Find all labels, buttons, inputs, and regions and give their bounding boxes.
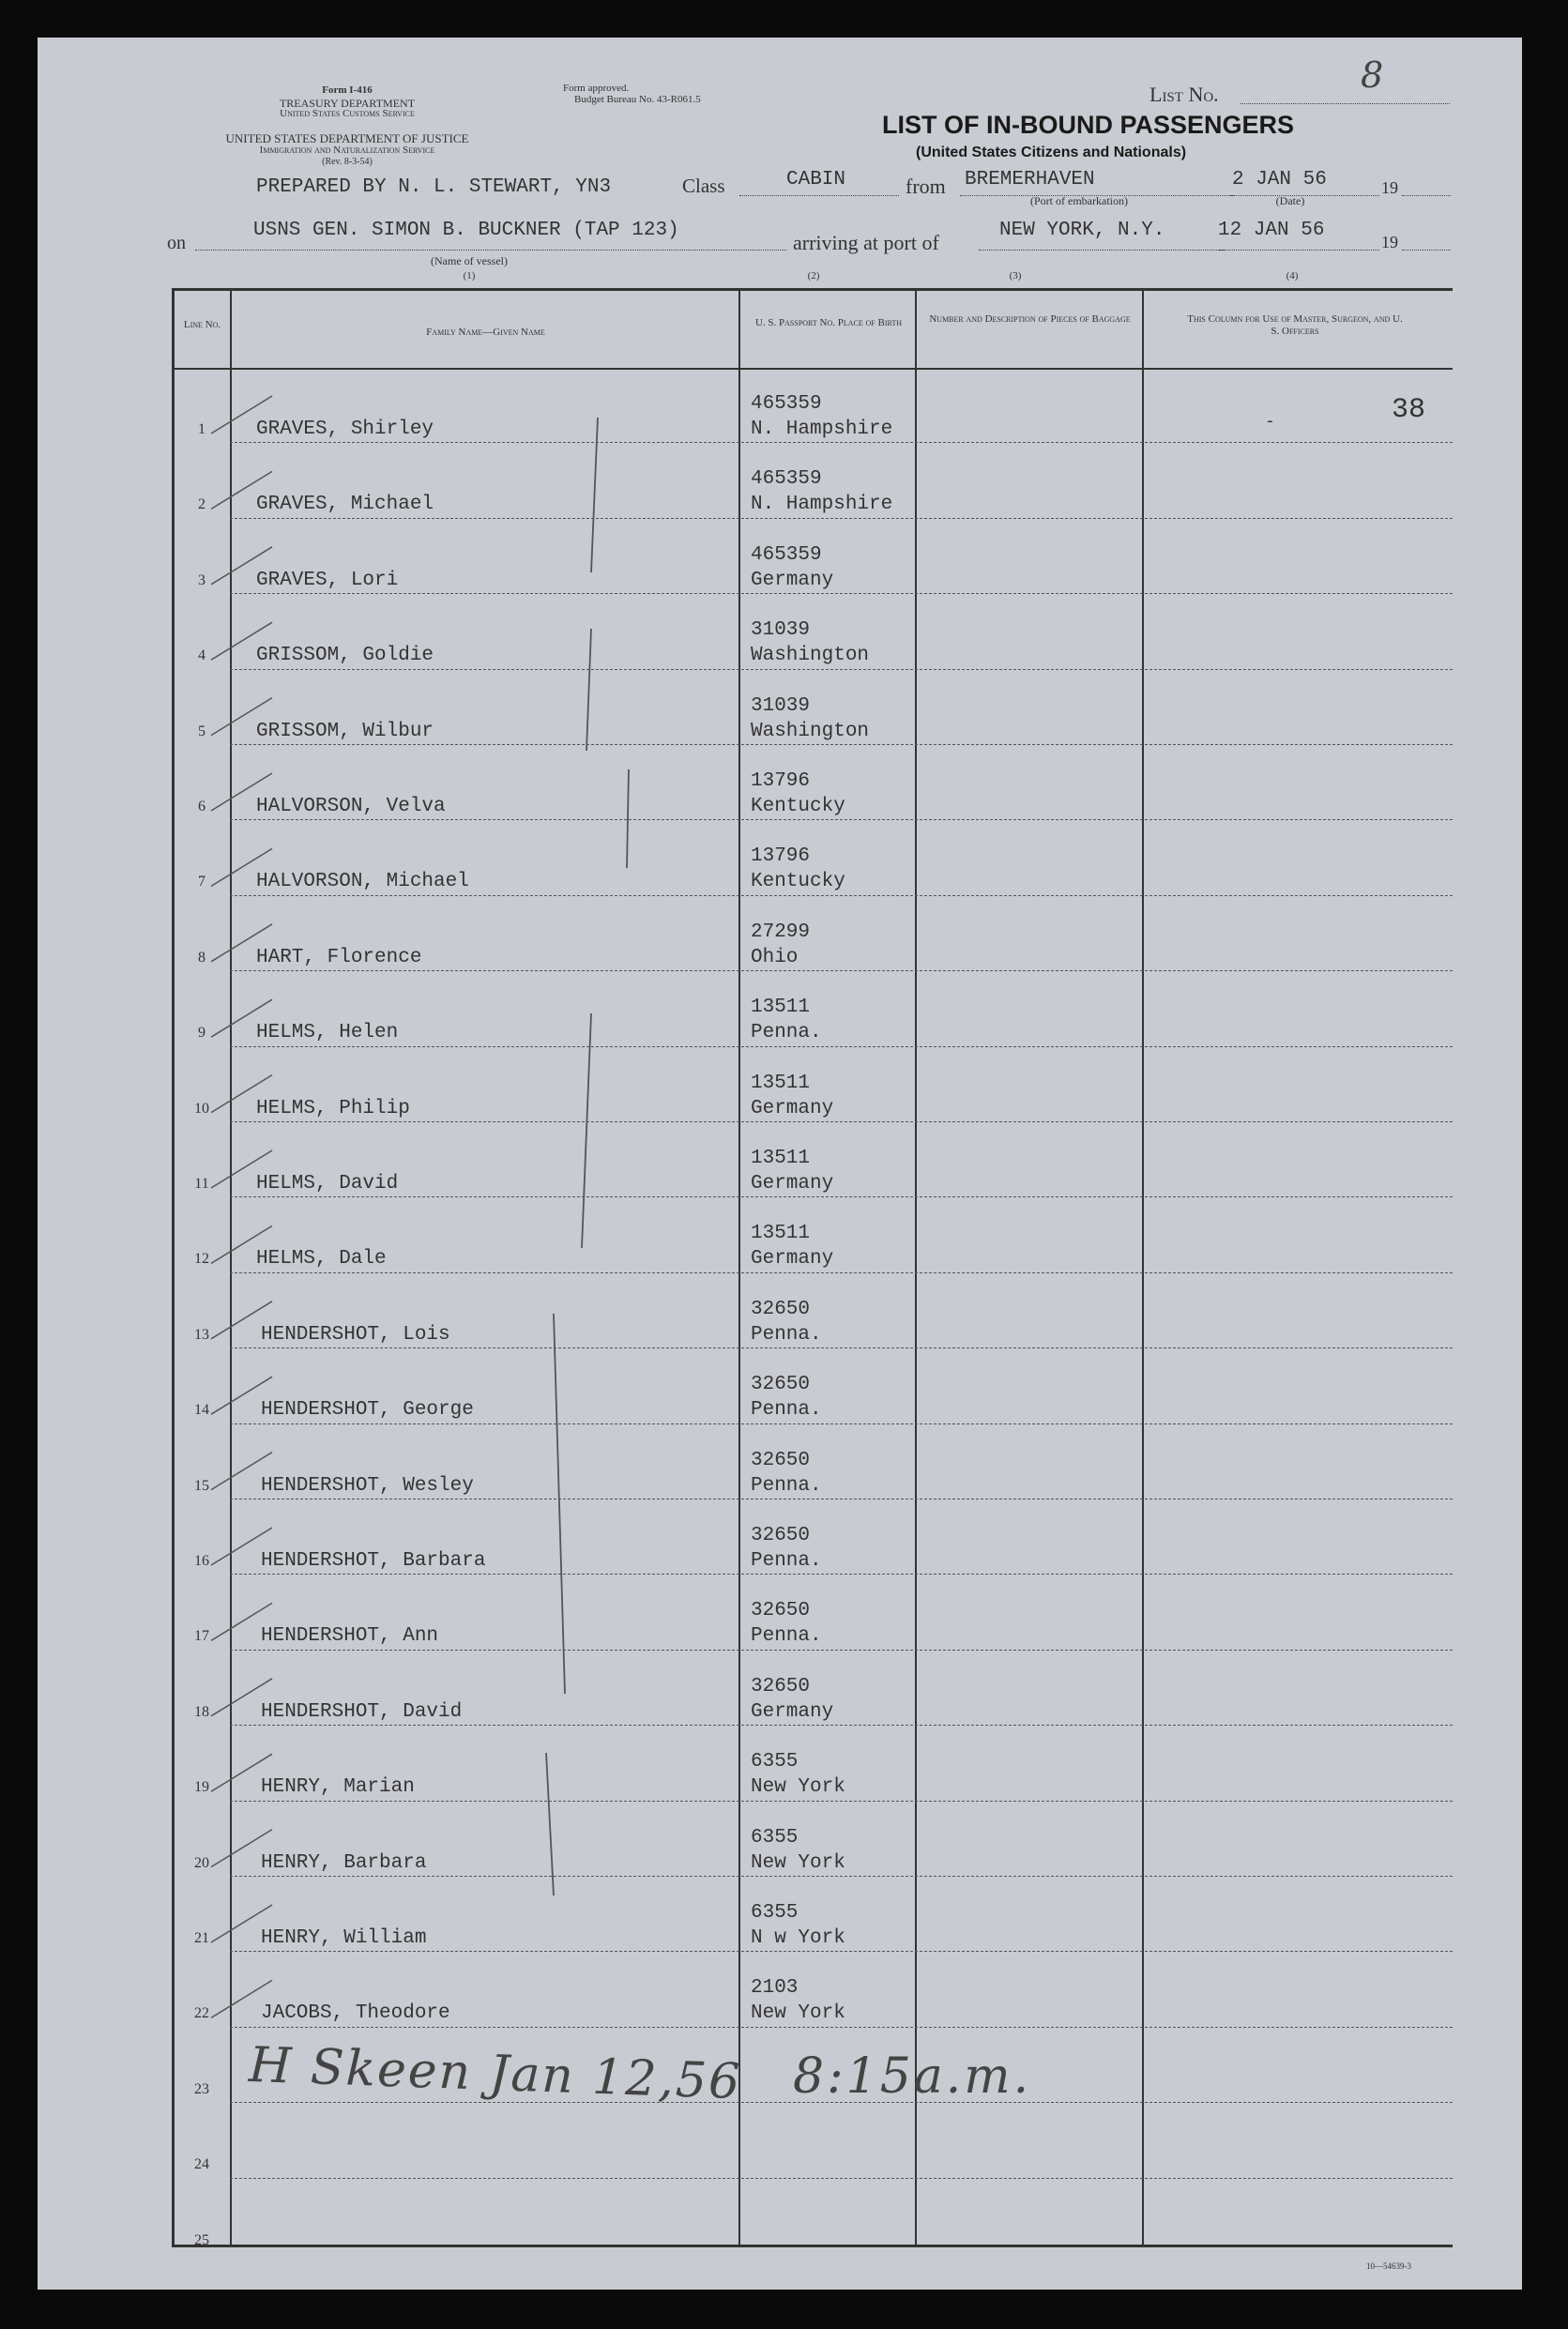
date-caption: (Date) — [1275, 194, 1305, 207]
passenger-name: HELMS, Helen — [256, 1022, 399, 1044]
line-number: 2 — [198, 496, 206, 513]
passport-number: 32650 — [751, 1525, 811, 1546]
customs-service: United States Customs Service — [280, 108, 415, 119]
budget-bureau-number: Budget Bureau No. 43-R061.5 — [574, 94, 701, 105]
line-number: 25 — [194, 2231, 209, 2248]
line-number: 12 — [194, 1251, 209, 1268]
treasury-department: TREASURY DEPARTMENT — [279, 97, 416, 110]
column-number-3: (3) — [1009, 270, 1022, 282]
passport-number: 6355 — [751, 1902, 799, 1924]
line-number: 11 — [194, 1176, 209, 1192]
passenger-name: HELMS, David — [256, 1173, 399, 1195]
line-number: 16 — [194, 1553, 209, 1569]
column-number-2: (2) — [807, 270, 820, 282]
line-number: 24 — [194, 2156, 209, 2173]
passport-number: 465359 — [751, 393, 822, 415]
passenger-name: HENRY, Barbara — [261, 1851, 427, 1874]
place-of-birth: Kentucky — [751, 871, 845, 893]
passport-number: 13796 — [751, 770, 811, 792]
port-caption: (Port of embarkation) — [1030, 194, 1128, 207]
class-value: CABIN — [786, 169, 846, 190]
line-number: 9 — [198, 1025, 206, 1042]
line-number: 8 — [198, 949, 206, 966]
header-passport: U. S. Passport No. Place of Birth — [754, 317, 903, 328]
place-of-birth: Germany — [751, 1248, 834, 1271]
passport-number: 13511 — [751, 1223, 811, 1245]
line-number: 7 — [198, 874, 206, 890]
passenger-name: JACOBS, Theodore — [261, 2002, 450, 2025]
passport-number: 13511 — [751, 1148, 811, 1169]
passenger-name: HENDERSHOT, Lois — [261, 1323, 450, 1346]
year-prefix: 19 — [1381, 178, 1398, 197]
passenger-name: GRAVES, Michael — [256, 494, 434, 516]
vessel-caption: (Name of vessel) — [431, 254, 508, 267]
year-prefix-2: 19 — [1381, 233, 1398, 251]
place-of-birth: N w York — [751, 1927, 845, 1949]
place-of-birth: Kentucky — [751, 796, 845, 817]
place-of-birth: New York — [751, 1851, 845, 1874]
header-name: Family Name—Given Name — [426, 327, 545, 338]
place-of-birth: Germany — [751, 569, 834, 591]
line-number: 17 — [194, 1628, 209, 1645]
place-of-birth: N. Hampshire — [751, 494, 893, 516]
place-of-birth: N. Hampshire — [751, 419, 893, 440]
department-of-justice: UNITED STATES DEPARTMENT OF JUSTICE — [225, 131, 469, 145]
header-baggage: Number and Description of Pieces of Baggage — [929, 313, 1131, 325]
line-number: 19 — [194, 1779, 209, 1796]
prepared-by: PREPARED BY N. L. STEWART, YN3 — [256, 176, 612, 198]
place-of-birth: Penna. — [751, 1474, 822, 1497]
on-label: on — [167, 233, 186, 253]
passenger-name: HENRY, Marian — [261, 1776, 415, 1799]
from-label: from — [906, 175, 946, 198]
passenger-name: HENDERSHOT, David — [261, 1700, 463, 1723]
form-revision: (Rev. 8-3-54) — [322, 157, 373, 167]
line-number: 18 — [194, 1703, 209, 1720]
passenger-name: HENDERSHOT, George — [261, 1399, 474, 1422]
place-of-birth: Germany — [751, 1700, 834, 1723]
passport-number: 13511 — [751, 1072, 811, 1094]
line-number: 10 — [194, 1100, 209, 1117]
passenger-name: HELMS, Dale — [256, 1248, 387, 1271]
arrival-port: NEW YORK, N.Y. — [999, 220, 1165, 241]
footer-code: 10—54639-3 — [1366, 2261, 1411, 2271]
place-of-birth: Germany — [751, 1097, 834, 1119]
passenger-name: GRAVES, Shirley — [256, 419, 434, 440]
passenger-name: GRISSOM, Goldie — [256, 645, 434, 667]
place-of-birth: Washington — [751, 645, 870, 667]
passport-number: 27299 — [751, 921, 811, 943]
line-number: 21 — [194, 1930, 209, 1946]
passport-number: 31039 — [751, 619, 811, 642]
port-of-embarkation: BREMERHAVEN — [965, 169, 1095, 190]
passport-number: 32650 — [751, 1298, 811, 1320]
passport-number: 465359 — [751, 543, 822, 566]
passport-number: 31039 — [751, 694, 811, 717]
passport-number: 32650 — [751, 1675, 811, 1697]
place-of-birth: New York — [751, 2002, 845, 2025]
passenger-name: HENRY, William — [261, 1927, 427, 1949]
handwritten-time: 8:15a.m. — [793, 2048, 1032, 2105]
line-number: 6 — [198, 799, 206, 814]
arriving-label: arriving at port of — [793, 231, 939, 254]
form-subtitle: (United States Citizens and Nationals) — [916, 145, 1187, 160]
place-of-birth: Penna. — [751, 1625, 822, 1648]
place-of-birth: Penna. — [751, 1550, 822, 1572]
passenger-name: HALVORSON, Michael — [256, 871, 469, 893]
class-label: Class — [682, 175, 725, 197]
place-of-birth: New York — [751, 1776, 845, 1799]
form-number: Form I-416 — [322, 84, 373, 96]
header-officers: This Column for Use of Master, Surgeon, and U. S. Officers — [1187, 313, 1403, 337]
passenger-name: HELMS, Philip — [256, 1097, 410, 1119]
place-of-birth: Germany — [751, 1173, 834, 1195]
line-number: 20 — [194, 1854, 209, 1871]
form-title: LIST OF IN-BOUND PASSENGERS — [882, 111, 1295, 139]
passport-number: 13511 — [751, 997, 811, 1019]
passenger-name: HALVORSON, Velva — [256, 796, 446, 817]
list-no-value: 8 — [1361, 54, 1384, 96]
header-line-no: Line No. — [183, 319, 221, 330]
passenger-name: GRAVES, Lori — [256, 569, 399, 591]
departure-date: 2 JAN 56 — [1232, 169, 1327, 190]
line-number: 13 — [194, 1326, 209, 1343]
line-number: 22 — [194, 2005, 209, 2022]
passport-number: 13796 — [751, 845, 811, 868]
line-number: 15 — [194, 1477, 209, 1494]
column-number-4: (4) — [1286, 270, 1299, 282]
passenger-name: HENDERSHOT, Barbara — [261, 1550, 486, 1572]
place-of-birth: Washington — [751, 720, 870, 742]
passenger-name: HENDERSHOT, Wesley — [261, 1474, 474, 1497]
line-number: 5 — [198, 723, 206, 739]
passport-number: 465359 — [751, 468, 822, 491]
line-number: 14 — [194, 1402, 209, 1419]
passport-number: 6355 — [751, 1751, 799, 1773]
place-of-birth: Ohio — [751, 946, 799, 968]
column-number-1: (1) — [463, 270, 476, 282]
passport-number: 32650 — [751, 1374, 811, 1396]
handwritten-signature: H Skeen Jan 12,56 — [248, 2036, 743, 2111]
form-approval: Form approved. — [563, 83, 630, 94]
line-number: 23 — [194, 2080, 209, 2097]
passenger-name: HENDERSHOT, Ann — [261, 1625, 439, 1648]
passport-number: 6355 — [751, 1826, 799, 1849]
officer-note: 38 — [1392, 394, 1426, 426]
place-of-birth: Penna. — [751, 1022, 822, 1044]
passport-number: 32650 — [751, 1449, 811, 1471]
passenger-name: GRISSOM, Wilbur — [256, 720, 434, 742]
ins-service: Immigration and Naturalization Service — [259, 145, 435, 156]
list-no-label: List No. — [1149, 83, 1219, 106]
vessel-name: USNS GEN. SIMON B. BUCKNER (TAP 123) — [253, 220, 679, 241]
place-of-birth: Penna. — [751, 1399, 822, 1422]
officer-dash: - — [1265, 413, 1275, 432]
passport-number: 32650 — [751, 1600, 811, 1622]
passport-number: 2103 — [751, 1977, 799, 2000]
line-number: 3 — [198, 571, 206, 588]
place-of-birth: Penna. — [751, 1323, 822, 1346]
line-number: 4 — [198, 647, 206, 664]
arrival-date: 12 JAN 56 — [1218, 220, 1325, 241]
line-number: 1 — [198, 421, 206, 437]
passenger-name: HART, Florence — [256, 946, 422, 968]
